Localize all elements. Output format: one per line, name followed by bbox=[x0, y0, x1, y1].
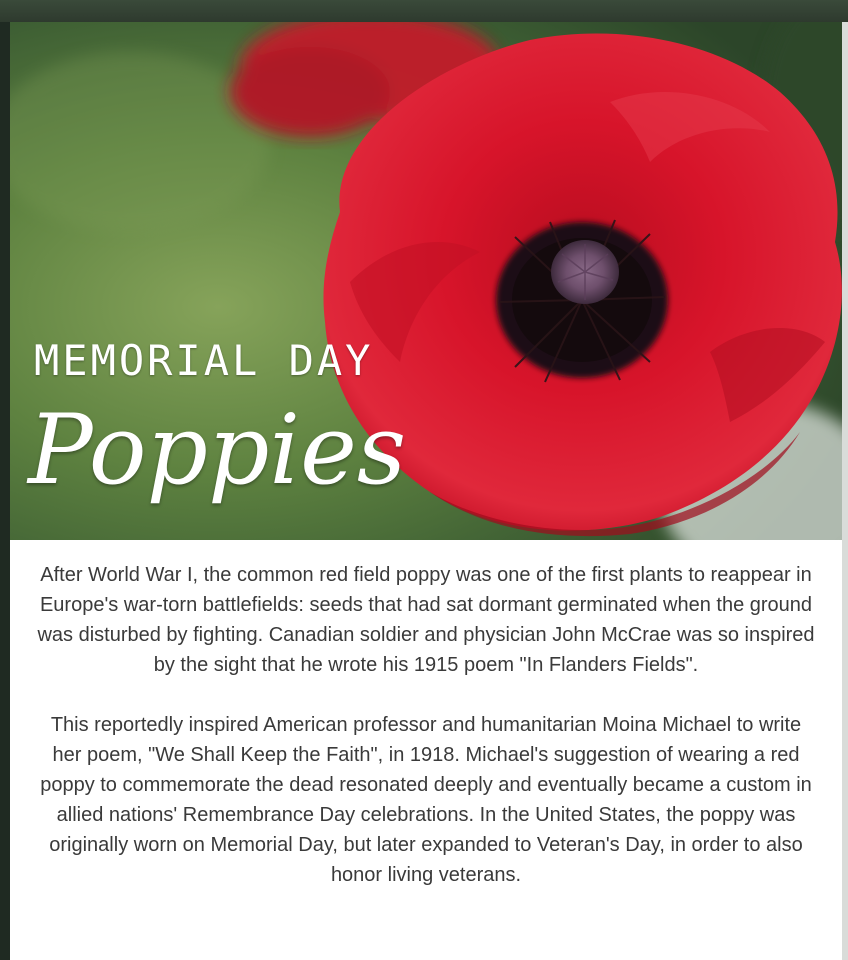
hero-subtitle: MEMORIAL DAY bbox=[34, 336, 374, 385]
paragraph-2: This reportedly inspired American professor and humanitarian Moina Michael to write her poem, "We Shall Keep the Faith", in 1918. Michael's suggestion of wearing a red poppy to commemorate the dead resonated deeply and eventually became a custom in allied nations' Remembrance Day celebrations. In the United States, the poppy was originally worn on Memorial Day, but later expanded to Veteran's Day, in order to also honor living veterans. bbox=[40, 714, 812, 886]
hero-title: Poppies bbox=[28, 394, 407, 506]
article-body bbox=[10, 540, 842, 960]
left-edge bbox=[0, 22, 10, 960]
top-bar bbox=[0, 0, 848, 22]
hero-image bbox=[10, 22, 842, 540]
paragraph-1: After World War I, the common red field poppy was one of the first plants to reappear in Europe's war-torn battlefields: seeds that had sat dormant germinated when the ground was disturbed by fighting. Canadian soldier and physician John McCrae was so inspired by the sight that he wrote his 1915 poem "In Flanders Fields". bbox=[37, 564, 815, 676]
right-edge bbox=[842, 22, 848, 960]
